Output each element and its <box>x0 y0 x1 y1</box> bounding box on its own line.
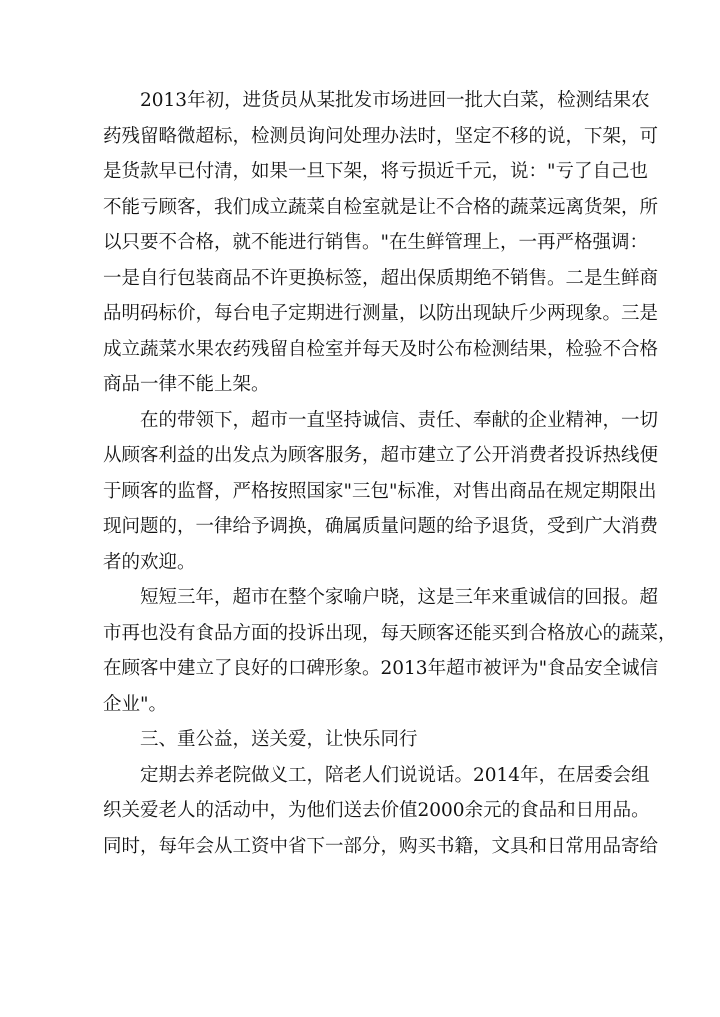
document-page <box>103 83 677 864</box>
text-line: 于顾客的监督，严格按照国家"三包"标准，对售出商品在规定期限出 <box>103 480 657 502</box>
text-line: 以只要不合格，就不能进行销售。"在生鲜管理上，一再严格强调： <box>103 232 649 253</box>
text-line: 一是自行包装商品不许更换标签，超出保质期绝不销售。二是生鲜商 <box>103 267 659 289</box>
text-line: 定期去养老院做义工，陪老人们说说话。2014年，在居委会组 <box>140 764 650 786</box>
paragraph-customer-service <box>103 403 659 581</box>
text-line: 现问题的，一律给予调换，确属质量问题的给予退货，受到广大消费 <box>103 516 659 537</box>
text-line: 品明码标价，每台电子定期进行测量，以防出现缺斤少两现象。三是 <box>103 303 659 324</box>
section-heading <box>103 722 613 758</box>
text-line: 药残留略微超标，检测员询问处理办法时，坚定不移的说，下架，可 <box>103 125 659 147</box>
text-line: 企业"。 <box>103 693 168 715</box>
text-line: 市再也没有食品方面的投诉出现，每天顾客还能买到合格放心的蔬菜， <box>103 622 677 644</box>
text-line: 在顾客中建立了良好的口碑形象。2013年超市被评为"食品安全诚信 <box>103 658 659 679</box>
text-line: 织关爱老人的活动中，为他们送去价值2000余元的食品和日用品。 <box>103 800 650 821</box>
text-line: 商品一律不能上架。 <box>103 374 270 395</box>
text-line: 者的欢迎。 <box>103 551 196 573</box>
text-line: 短短三年，超市在整个家喻户晓，这是三年来重诚信的回报。超 <box>140 587 659 608</box>
paragraph-charity <box>103 758 659 865</box>
text-line: 同时，每年会从工资中省下一部分，购买书籍，文具和日常用品寄给 <box>103 835 659 857</box>
section-heading-text: 三、重公益，送关爱，让快乐同行 <box>140 729 418 750</box>
text-line: 不能亏顾客，我们成立蔬菜自检室就是让不合格的蔬菜远离货架，所 <box>103 196 659 218</box>
paragraph-reputation <box>103 580 677 722</box>
paragraph-vegetable-inspection <box>103 83 659 403</box>
text-line: 从顾客利益的出发点为顾客服务，超市建立了公开消费者投诉热线便 <box>103 445 659 466</box>
text-line: 2013年初，进货员从某批发市场进回一批大白菜，检测结果农 <box>140 90 650 111</box>
text-line: 是货款早已付清，如果一旦下架，将亏损近千元，说："亏了自己也 <box>103 161 649 182</box>
text-line: 成立蔬菜水果农药残留自检室并每天及时公布检测结果，检验不合格 <box>103 338 659 360</box>
text-line: 在的带领下，超市一直坚持诚信、责任、奉献的企业精神，一切 <box>140 409 659 431</box>
